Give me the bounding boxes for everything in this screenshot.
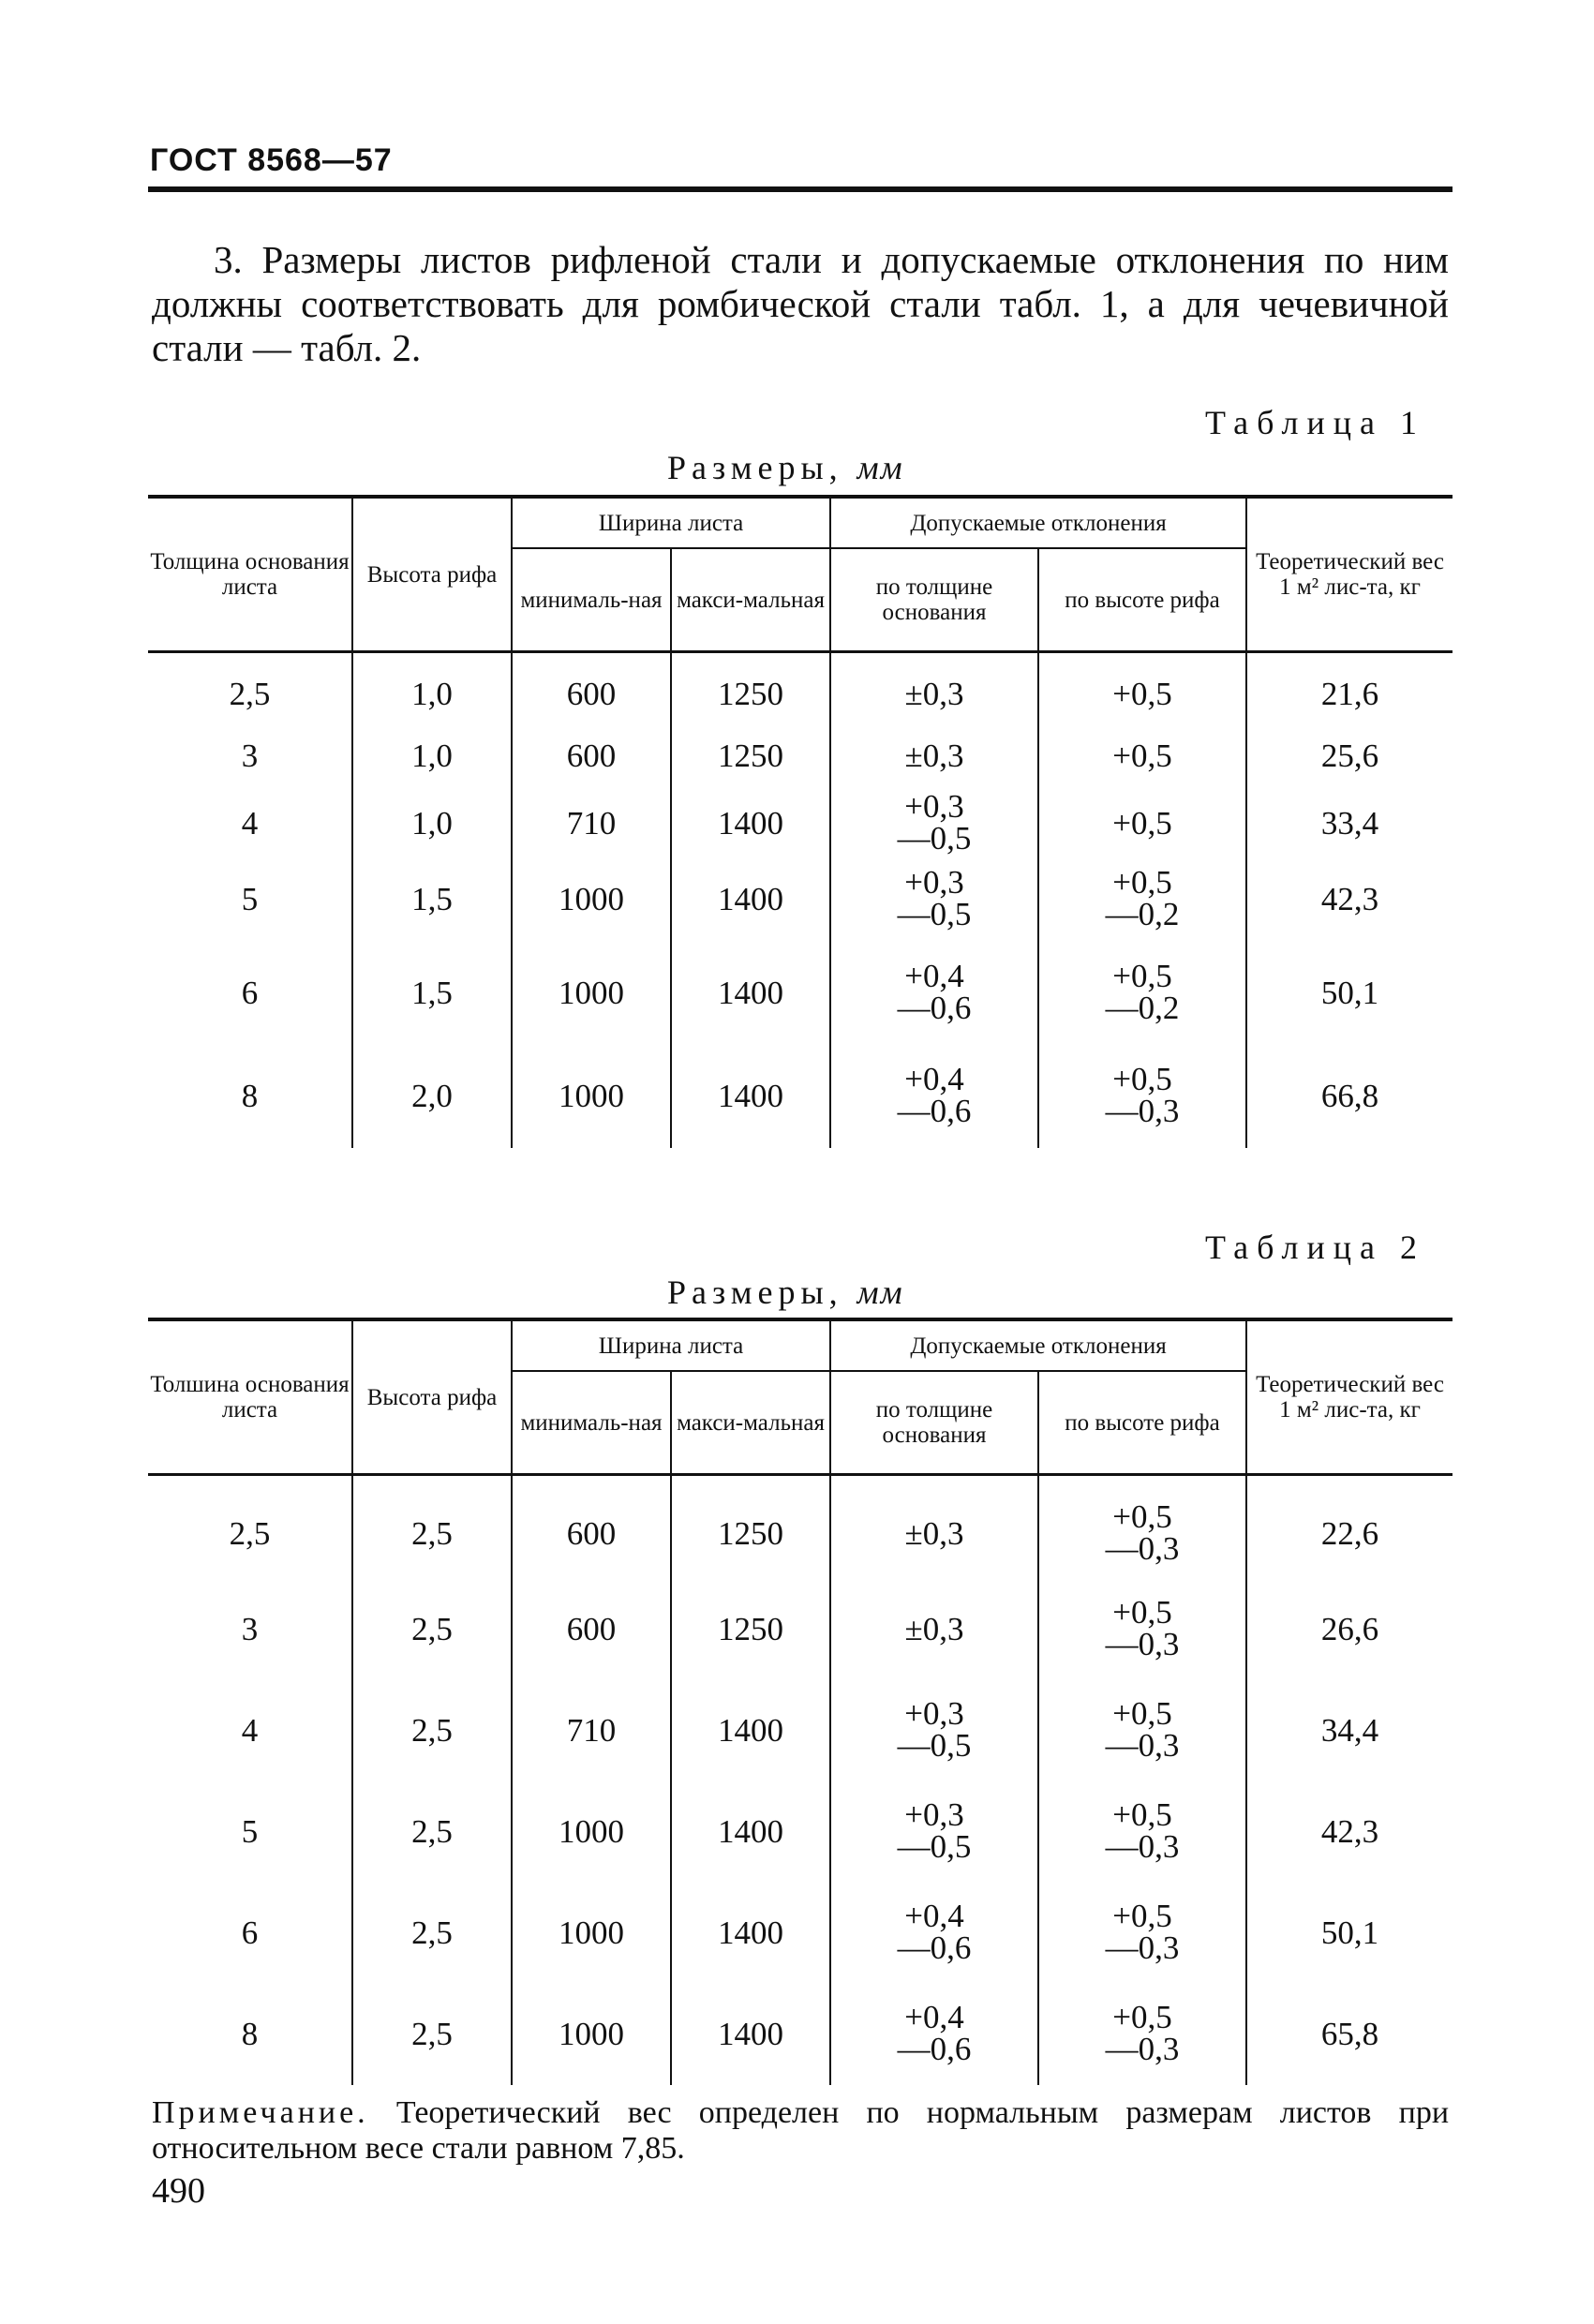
spacer-cell (671, 652, 830, 667)
cell-rib-height: 1,0 (352, 666, 512, 723)
cell-dev-thickness-stack (897, 787, 972, 857)
cell-dev-thickness-stack (897, 1795, 972, 1865)
cell-dev-height (1038, 1781, 1246, 1883)
upper-deviation: +0,3 (904, 1795, 964, 1833)
lower-deviation: —0,6 (897, 1092, 972, 1129)
cell-width-min: 1000 (512, 1781, 671, 1883)
cell-dev-height (1038, 857, 1246, 942)
cell-thickness: 5 (148, 857, 352, 942)
table1-label: Таблица 1 (1205, 404, 1425, 441)
cell-dev-thickness (830, 1883, 1038, 1984)
cell-rib-height: 2,5 (352, 1489, 512, 1579)
table-row (148, 1781, 1452, 1883)
cell-rib-height: 1,5 (352, 857, 512, 942)
spacer-cell (512, 1475, 671, 1490)
cell-width-min: 600 (512, 666, 671, 723)
table2-dims-label (667, 1273, 904, 1312)
cell-dev-height (1038, 1984, 1246, 2085)
cell-width-max: 1250 (671, 1579, 830, 1680)
spacer-cell (671, 1475, 830, 1490)
cell-thickness: 3 (148, 1579, 352, 1680)
cell-dev-thickness: ±0,3 (830, 1579, 1038, 1680)
table2-label: Таблица 2 (1205, 1229, 1425, 1266)
col-header-width-group: Ширина листа (512, 497, 830, 548)
upper-deviation: +0,5 (1112, 1998, 1172, 2035)
col-header-weight: Теоретический вес 1 м² лис-та, кг (1246, 497, 1452, 652)
cell-dev-height-stack (1105, 1060, 1180, 1129)
upper-deviation: +0,3 (904, 863, 964, 901)
upper-deviation: +0,5 (1112, 863, 1172, 901)
cell-width-max: 1400 (671, 1781, 830, 1883)
col-header-deviation-group: Допускаемые отклонения (830, 1319, 1246, 1371)
upper-deviation: +0,4 (904, 1060, 964, 1097)
lower-deviation: —0,5 (897, 895, 972, 932)
cell-dev-height-stack (1105, 863, 1180, 932)
cell-rib-height: 1,0 (352, 723, 512, 790)
spacer-cell (148, 1475, 352, 1490)
cell-width-max: 1250 (671, 666, 830, 723)
table1-dims-label (667, 448, 904, 487)
cell-dev-thickness: ±0,3 (830, 666, 1038, 723)
cell-weight: 50,1 (1246, 1883, 1452, 1984)
cell-thickness: 5 (148, 1781, 352, 1883)
cell-thickness: 8 (148, 1984, 352, 2085)
cell-thickness: 2,5 (148, 666, 352, 723)
upper-deviation: +0,5 (1112, 1897, 1172, 1934)
intro-paragraph (152, 238, 1449, 370)
note-label: Примечание. (152, 2095, 369, 2130)
spacer-cell (1038, 652, 1246, 667)
col-header-width-group: Ширина листа (512, 1319, 830, 1371)
table-row (148, 1984, 1452, 2085)
col-header-deviation-group: Допускаемые отклонения (830, 497, 1246, 548)
cell-dev-thickness-stack (897, 1897, 972, 1966)
spacer-cell (1246, 652, 1452, 667)
cell-dev-thickness-stack (897, 1060, 972, 1129)
col-header-dev-height: по высоте рифа (1038, 548, 1246, 652)
lower-deviation: —0,6 (897, 1929, 972, 1966)
cell-dev-thickness (830, 942, 1038, 1045)
cell-width-min: 1000 (512, 1883, 671, 1984)
cell-dev-thickness: ±0,3 (830, 723, 1038, 790)
upper-deviation: +0,3 (904, 787, 964, 825)
cell-rib-height: 2,5 (352, 1883, 512, 1984)
spacer-cell (830, 1475, 1038, 1490)
note (152, 2095, 1449, 2167)
cell-rib-height: 2,5 (352, 1579, 512, 1680)
col-header-width-min: минималь-ная (512, 1371, 671, 1475)
upper-deviation: +0,4 (904, 1998, 964, 2035)
spacer-cell (1246, 1475, 1452, 1490)
col-header-dev-thickness: по толщине основания (830, 1371, 1038, 1475)
cell-dev-height (1038, 1883, 1246, 1984)
document-header: ГОСТ 8568—57 (150, 142, 393, 178)
cell-dev-height-stack (1105, 1795, 1180, 1865)
cell-dev-thickness-stack (897, 1694, 972, 1764)
upper-deviation: +0,5 (1112, 1795, 1172, 1833)
cell-dev-height (1038, 1680, 1246, 1781)
cell-width-max: 1400 (671, 942, 830, 1045)
cell-weight: 42,3 (1246, 1781, 1452, 1883)
cell-thickness: 2,5 (148, 1489, 352, 1579)
cell-rib-height: 2,5 (352, 1781, 512, 1883)
cell-dev-height-stack (1105, 1694, 1180, 1764)
lower-deviation: —0,5 (897, 819, 972, 857)
col-header-thickness: Толшина основания листа (148, 1319, 352, 1475)
cell-weight: 42,3 (1246, 857, 1452, 942)
cell-dev-thickness (830, 1984, 1038, 2085)
cell-dev-thickness (830, 1781, 1038, 1883)
lower-deviation: —0,5 (897, 1827, 972, 1865)
table-row (148, 1680, 1452, 1781)
cell-width-max: 1250 (671, 1489, 830, 1579)
cell-dev-height-stack (1105, 957, 1180, 1026)
lower-deviation: —0,3 (1105, 1092, 1180, 1129)
col-header-width-max: макси-мальная (671, 1371, 830, 1475)
cell-thickness: 3 (148, 723, 352, 790)
cell-dev-height: +0,5 (1038, 790, 1246, 857)
spacer-cell (352, 652, 512, 667)
cell-dev-height: +0,5 (1038, 666, 1246, 723)
col-header-dev-height: по высоте рифа (1038, 1371, 1246, 1475)
cell-width-max: 1400 (671, 1883, 830, 1984)
upper-deviation: +0,4 (904, 957, 964, 994)
cell-width-max: 1400 (671, 857, 830, 942)
table-row (148, 790, 1452, 857)
cell-weight: 25,6 (1246, 723, 1452, 790)
cell-weight: 66,8 (1246, 1045, 1452, 1148)
lower-deviation: —0,2 (1105, 989, 1180, 1026)
cell-width-min: 1000 (512, 1045, 671, 1148)
cell-dev-thickness: ±0,3 (830, 1489, 1038, 1579)
cell-dev-thickness-stack (897, 1998, 972, 2067)
cell-width-max: 1400 (671, 1984, 830, 2085)
cell-dev-height: +0,5 (1038, 723, 1246, 790)
table2-dims-unit: мм (857, 1274, 904, 1311)
table-row (148, 723, 1452, 790)
table1-dims-prefix: Размеры, (667, 449, 843, 486)
spacer-cell (148, 652, 352, 667)
cell-dev-height (1038, 1489, 1246, 1579)
cell-width-max: 1400 (671, 1045, 830, 1148)
cell-rib-height: 1,0 (352, 790, 512, 857)
cell-weight: 22,6 (1246, 1489, 1452, 1579)
upper-deviation: +0,3 (904, 1694, 964, 1732)
upper-deviation: +0,5 (1112, 1694, 1172, 1732)
table1 (148, 495, 1452, 1148)
cell-dev-thickness-stack (897, 957, 972, 1026)
cell-width-min: 600 (512, 1489, 671, 1579)
lower-deviation: —0,3 (1105, 1726, 1180, 1764)
upper-deviation: +0,5 (1112, 957, 1172, 994)
cell-dev-height-stack (1105, 1998, 1180, 2067)
table-row (148, 857, 1452, 942)
table-row (148, 942, 1452, 1045)
cell-dev-thickness (830, 857, 1038, 942)
table2-dims-prefix: Размеры, (667, 1274, 843, 1311)
cell-thickness: 4 (148, 790, 352, 857)
lower-deviation: —0,5 (897, 1726, 972, 1764)
cell-width-max: 1250 (671, 723, 830, 790)
col-header-rib-height: Высота рифа (352, 497, 512, 652)
cell-dev-height-stack (1105, 1897, 1180, 1966)
lower-deviation: —0,3 (1105, 1827, 1180, 1865)
lower-deviation: —0,6 (897, 2030, 972, 2067)
cell-rib-height: 2,0 (352, 1045, 512, 1148)
header-rule (148, 186, 1452, 192)
spacer-cell (830, 652, 1038, 667)
cell-thickness: 6 (148, 1883, 352, 1984)
cell-dev-height-stack (1105, 1497, 1180, 1567)
upper-deviation: +0,5 (1112, 1593, 1172, 1631)
spacer-cell (352, 1475, 512, 1490)
table-row (148, 1489, 1452, 1579)
upper-deviation: +0,5 (1112, 1060, 1172, 1097)
cell-width-min: 710 (512, 1680, 671, 1781)
table-row (148, 666, 1452, 723)
lower-deviation: —0,3 (1105, 2030, 1180, 2067)
cell-dev-height (1038, 1045, 1246, 1148)
cell-width-max: 1400 (671, 790, 830, 857)
cell-weight: 33,4 (1246, 790, 1452, 857)
cell-width-min: 600 (512, 1579, 671, 1680)
intro-text: 3. Размеры листов рифленой стали и допускаемые отклонения по ним должны соответствовать для ромбической стали табл. 1, а для чечевичной стали — табл. 2. (152, 238, 1449, 369)
spacer-cell (512, 652, 671, 667)
cell-rib-height: 1,5 (352, 942, 512, 1045)
cell-width-min: 600 (512, 723, 671, 790)
cell-width-min: 1000 (512, 942, 671, 1045)
cell-rib-height: 2,5 (352, 1984, 512, 2085)
table2 (148, 1318, 1452, 2085)
upper-deviation: +0,4 (904, 1897, 964, 1934)
cell-dev-height-stack (1105, 1593, 1180, 1662)
spacer-row (148, 652, 1452, 667)
cell-weight: 65,8 (1246, 1984, 1452, 2085)
col-header-weight: Теоретический вес 1 м² лис-та, кг (1246, 1319, 1452, 1475)
cell-thickness: 8 (148, 1045, 352, 1148)
table-row (148, 1579, 1452, 1680)
cell-thickness: 6 (148, 942, 352, 1045)
col-header-dev-thickness: по толщине основания (830, 548, 1038, 652)
col-header-rib-height: Высота рифа (352, 1319, 512, 1475)
page-number: 490 (152, 2171, 205, 2211)
spacer-cell (1038, 1475, 1246, 1490)
cell-width-max: 1400 (671, 1680, 830, 1781)
cell-weight: 50,1 (1246, 942, 1452, 1045)
lower-deviation: —0,6 (897, 989, 972, 1026)
cell-rib-height: 2,5 (352, 1680, 512, 1781)
cell-width-min: 710 (512, 790, 671, 857)
cell-dev-thickness-stack (897, 863, 972, 932)
cell-weight: 34,4 (1246, 1680, 1452, 1781)
cell-width-min: 1000 (512, 1984, 671, 2085)
col-header-width-max: макси-мальная (671, 548, 830, 652)
cell-dev-thickness (830, 787, 1038, 857)
lower-deviation: —0,3 (1105, 1929, 1180, 1966)
lower-deviation: —0,3 (1105, 1625, 1180, 1662)
cell-width-min: 1000 (512, 857, 671, 942)
table-row (148, 1883, 1452, 1984)
cell-dev-thickness (830, 1680, 1038, 1781)
col-header-width-min: минималь-ная (512, 548, 671, 652)
note-text: Теоретический вес определен по нормальным размерам листов при относительном весе стали равном 7,85. (152, 2095, 1450, 2166)
col-header-thickness: Толщина основания листа (148, 497, 352, 652)
spacer-row (148, 1475, 1452, 1490)
upper-deviation: +0,5 (1112, 1497, 1172, 1535)
cell-dev-thickness (830, 1045, 1038, 1148)
cell-weight: 26,6 (1246, 1579, 1452, 1680)
cell-dev-height (1038, 942, 1246, 1045)
cell-thickness: 4 (148, 1680, 352, 1781)
cell-weight: 21,6 (1246, 666, 1452, 723)
table1-dims-unit: мм (857, 449, 904, 486)
lower-deviation: —0,2 (1105, 895, 1180, 932)
table-row (148, 1045, 1452, 1148)
lower-deviation: —0,3 (1105, 1529, 1180, 1567)
cell-dev-height (1038, 1579, 1246, 1680)
